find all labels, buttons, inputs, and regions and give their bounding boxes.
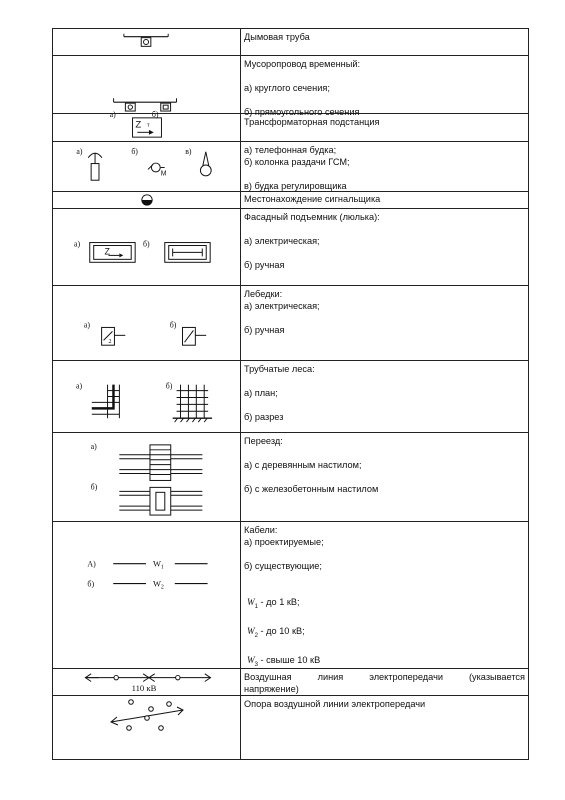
mark-a: а): [90, 441, 97, 451]
mark-b: б): [169, 320, 177, 330]
overhead-line-title: Воздушная линия электропередачи (указывается: [244, 672, 525, 682]
svg-text:2: 2: [108, 339, 112, 346]
chute-option-b: б) прямоугольного сечения: [244, 107, 360, 117]
svg-text:Z: Z: [135, 119, 142, 131]
voltage-label: 110 кВ: [131, 683, 157, 694]
booths-option-c: в) будка регулировщика: [244, 181, 347, 191]
row-facade-lift: [53, 209, 528, 286]
scaffolding-section-icon: [173, 385, 212, 422]
cable-voltage-3: $W_3$ - свыше 10 кВ: [247, 654, 321, 668]
garbage-chute-icon: [114, 98, 177, 111]
mark-a: а): [109, 109, 116, 119]
substation-label: Трансформаторная подстанция: [244, 117, 380, 127]
mark-a: а): [76, 381, 83, 391]
cable-voltage-1: $W_1$ - до 1 кВ;: [247, 597, 300, 610]
row-signalman: [53, 192, 528, 209]
winches-option-b: б) ручная: [244, 325, 285, 335]
signalman-label: Местонахождение сигнальщика: [244, 194, 381, 204]
facade-lift-title: Фасадный подъемник (люлька):: [244, 212, 380, 222]
row-chimney: [53, 29, 528, 56]
svg-text:Z: Z: [104, 246, 110, 257]
cable-voltage-2: $W_2$ - до 10 кВ;: [247, 625, 305, 639]
svg-text:W: W: [152, 578, 161, 589]
mark-b: б): [87, 579, 95, 589]
traffic-controller-booth-icon: [200, 152, 211, 176]
mark-b: б): [143, 239, 150, 249]
projected-cable-icon: [113, 559, 207, 571]
mark-b: б): [165, 381, 173, 391]
concrete-deck-crossing-icon: [119, 487, 202, 515]
cables-title: Кабели:: [244, 525, 278, 535]
row-cables: [53, 522, 528, 669]
chute-title: Мусоропровод временный:: [244, 59, 361, 69]
manual-facade-lift-icon: [165, 243, 210, 263]
line-support-label: Опора воздушной линии электропередачи: [244, 699, 426, 709]
crossing-title: Переезд:: [244, 436, 283, 446]
row-booths: [53, 142, 528, 192]
winches-title: Лебедки:: [244, 289, 283, 299]
booths-option-b: б) колонка раздачи ГСМ;: [244, 157, 350, 167]
row-line-support: [53, 696, 528, 759]
scaffolding-option-a: а) план;: [244, 388, 278, 398]
overhead-power-line-icon: [85, 674, 210, 682]
mark-b: б): [131, 146, 138, 156]
row-crossing: [53, 433, 528, 522]
row-winches: [53, 286, 528, 361]
manual-winch-icon: [183, 327, 207, 345]
wooden-deck-crossing-icon: [119, 445, 202, 481]
fuel-pump-icon: [148, 163, 167, 177]
chimney-label: Дымовая труба: [244, 32, 310, 42]
booths-option-a: а) телефонная будка;: [244, 145, 337, 155]
transformer-substation-icon: [53, 114, 241, 141]
facade-lift-option-b: б) ручная: [244, 260, 285, 270]
existing-cable-icon: [113, 579, 207, 591]
svg-text:1: 1: [160, 564, 164, 571]
row-scaffolding: [53, 361, 528, 433]
electric-winch-icon: [102, 327, 126, 345]
scaffolding-plan-icon: [92, 385, 120, 419]
crossing-option-b: б) с железобетонным настилом: [244, 484, 379, 494]
svg-text:W: W: [152, 558, 161, 569]
mark-b: б): [151, 109, 159, 119]
cables-option-b: б) существующие;: [244, 561, 322, 571]
crossing-option-a: а) с деревянным настилом;: [244, 460, 362, 470]
row-substation: [53, 114, 528, 142]
facade-lift-option-a: а) электрическая;: [244, 236, 320, 246]
phone-booth-icon: [88, 153, 102, 180]
chimney-icon: [53, 29, 241, 55]
chute-symbol-cell: [53, 56, 241, 119]
electric-facade-lift-icon: [90, 243, 135, 263]
mark-a: а): [73, 239, 81, 249]
chute-option-a: а) круглого сечения;: [244, 83, 330, 93]
chimney-symbol-cell: [53, 29, 241, 55]
svg-text:т: т: [147, 122, 150, 129]
svg-text:2: 2: [160, 584, 164, 591]
mark-a: А): [87, 559, 96, 569]
cables-option-a: а) проектируемые;: [244, 537, 324, 547]
svg-text:М: М: [160, 170, 167, 178]
scaffolding-title: Трубчатые леса:: [244, 364, 315, 374]
winches-option-a: а) электрическая;: [244, 301, 320, 311]
power-line-support-icon: [53, 696, 241, 759]
row-garbage-chute: [53, 56, 528, 119]
signalman-location-icon: [53, 192, 241, 208]
mark-c: в): [185, 146, 192, 156]
symbols-table: [52, 28, 529, 760]
mark-a: а): [76, 146, 83, 156]
mark-a: а): [83, 320, 90, 330]
scaffolding-option-b: б) разрез: [244, 412, 284, 422]
mark-b: б): [90, 482, 98, 492]
row-overhead-line: 110 кВ Воздушная линия электропередачи (указывается напряжение): [53, 669, 528, 696]
